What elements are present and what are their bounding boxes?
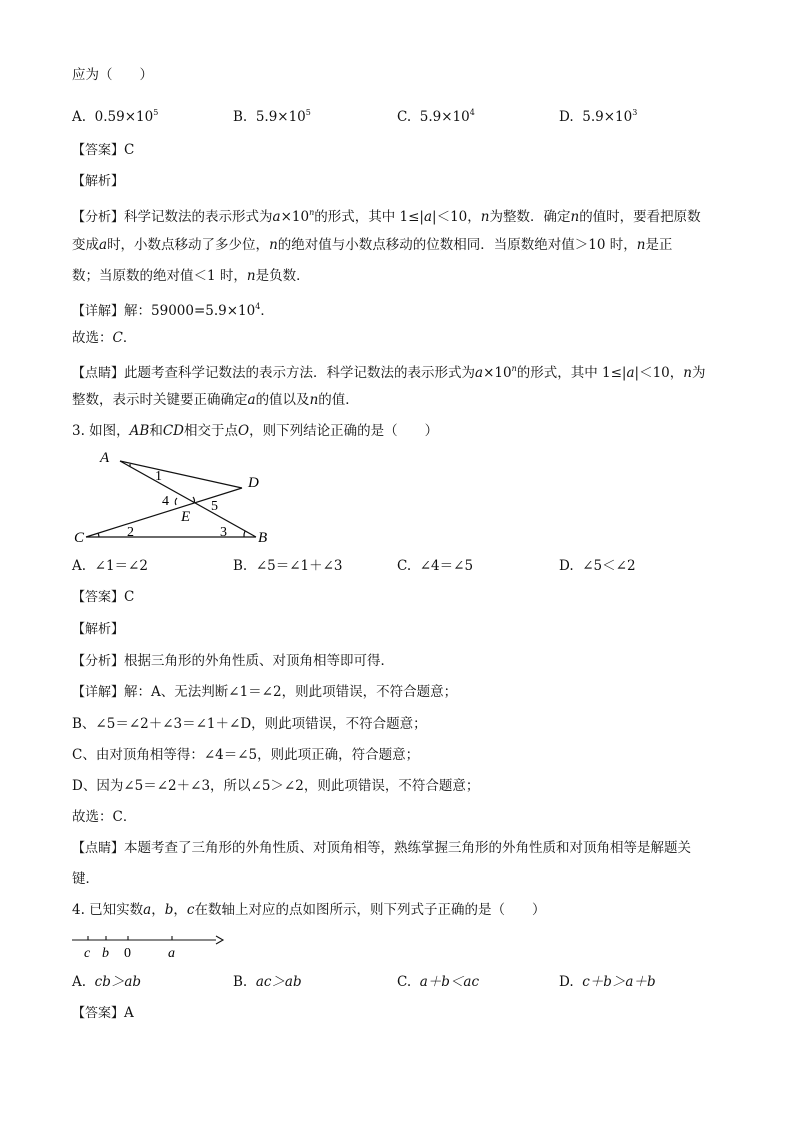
var: a <box>423 209 433 225</box>
var: b <box>164 902 174 918</box>
option-letter: C. <box>397 109 412 125</box>
detail-tag: 【详解】 <box>72 685 125 700</box>
q4-option-c <box>397 973 479 991</box>
text: |＜10， <box>634 365 684 381</box>
text: D、因为 <box>72 778 124 794</box>
point-label-d: D <box>248 475 259 491</box>
math: ∠5＞∠2 <box>250 778 304 794</box>
option-value: c＋b＞a＋b <box>582 974 656 990</box>
q3-detail-b <box>72 715 427 733</box>
text: ， <box>173 902 187 918</box>
option-letter: D. <box>559 558 574 574</box>
var: a <box>143 902 152 918</box>
point-label-c: C <box>74 530 85 546</box>
option-value: 5.9×10 <box>582 109 633 125</box>
text: 故选： <box>72 330 113 346</box>
q3-analysis-heading <box>72 620 124 639</box>
var: n <box>570 209 580 225</box>
text: 4. 已知实数 <box>72 902 144 918</box>
option-letter: D. <box>559 974 574 990</box>
fenxi-text: 根据三角形的外角性质、对顶角相等即可得． <box>124 653 395 669</box>
option-letter: B. <box>233 558 248 574</box>
answer-tag: 【答案】 <box>72 590 125 605</box>
answer-value: C <box>124 142 135 158</box>
q3-detail-a <box>72 683 457 702</box>
q3-figure <box>60 443 290 551</box>
text: 为 <box>691 365 706 381</box>
math: ∠1＝∠2 <box>228 684 282 700</box>
var: n <box>683 365 692 381</box>
option-value: cb＞ab <box>94 974 142 990</box>
math: ∠5＝∠2＋∠3＝∠1＋∠D <box>95 716 252 732</box>
option-value: 0.59×10 <box>94 109 154 125</box>
text: ，则此项错误，不符合题意； <box>303 778 480 794</box>
var: n <box>480 209 490 225</box>
option-value: ∠5＜∠2 <box>582 558 636 574</box>
q2-option-c <box>397 104 475 126</box>
point: O <box>238 423 250 439</box>
text: 此题考查科学记数法的表示方法．科学记数法的表示形式为 <box>124 365 476 381</box>
var-exponent: n <box>511 364 517 373</box>
q3-stem <box>72 422 438 440</box>
option-letter: C. <box>397 558 412 574</box>
angle-mark-3 <box>244 531 245 537</box>
angle-label-2: 2 <box>127 525 134 540</box>
fenxi-tag: 【分析】 <box>72 210 125 225</box>
detail-tag: 【详解】 <box>72 304 125 319</box>
var: a <box>272 209 281 225</box>
text: ，则此项正确，符合题意； <box>257 747 420 763</box>
q2-option-b <box>233 104 311 126</box>
option-letter: C. <box>397 974 412 990</box>
option-letter: B. <box>233 109 248 125</box>
math: ∠4＝∠5 <box>203 747 258 763</box>
q4-option-b <box>233 973 302 991</box>
q4-option-d <box>559 973 656 991</box>
q4-answer <box>72 1004 134 1023</box>
text: 是负数． <box>255 268 310 284</box>
answer-tag: 【答案】 <box>72 1006 125 1021</box>
var: a <box>99 237 108 253</box>
text: ． <box>260 303 274 319</box>
option-letter: A. <box>72 109 87 125</box>
comment-tag: 【点睛】 <box>72 841 125 856</box>
option-letter: A. <box>72 974 87 990</box>
text: ，则此项错误，不符合题意； <box>251 716 427 732</box>
text: 的绝对值与小数点移动的位数相同．当原数绝对值＞10 时， <box>277 237 637 253</box>
q2-detail <box>72 298 274 321</box>
option-exponent: 5 <box>153 108 159 117</box>
math: ∠5＝∠2＋∠3 <box>123 778 211 794</box>
angle-mark-4 <box>175 498 177 505</box>
answer-tag: 【答案】 <box>72 143 125 158</box>
option-value: ac＞ab <box>255 974 302 990</box>
text: 3. 如图， <box>72 423 130 439</box>
q3-comment-line-2: 键． <box>72 871 99 887</box>
segment-ab <box>120 461 256 537</box>
q3-comment-line-1 <box>72 839 691 858</box>
axis-label-zero: 0 <box>124 946 131 961</box>
segment: AB <box>129 423 150 439</box>
text: 整数，表示时关键要正确确定 <box>72 392 248 408</box>
option-value: 5.9×10 <box>419 109 470 125</box>
q2-analysis-heading <box>72 172 124 191</box>
var: n <box>246 268 256 284</box>
text: ×10 <box>483 365 512 381</box>
var: c <box>186 902 195 918</box>
option-exponent: 5 <box>305 108 311 117</box>
var: a <box>475 365 484 381</box>
segment: CD <box>162 423 184 439</box>
q4-number-line <box>66 928 236 964</box>
text: ， <box>151 902 165 918</box>
text: 时，小数点移动了多少位， <box>107 237 270 253</box>
q3-detail-d <box>72 777 479 795</box>
var: n <box>269 237 278 253</box>
q2-choose <box>72 329 136 347</box>
angle-label-5: 5 <box>211 499 218 514</box>
analysis-tag: 【解析】 <box>72 174 125 189</box>
text: 科学记数法的表示形式为 <box>124 209 273 225</box>
text: 数；当原数的绝对值＜1 时， <box>72 268 247 284</box>
comment-tag: 【点睛】 <box>72 366 125 381</box>
text: 的值以及 <box>255 392 310 408</box>
choice: C <box>112 330 123 346</box>
axis-label-a: a <box>168 946 175 961</box>
q2-comment-line-1 <box>72 360 705 383</box>
q2-option-a <box>72 104 158 126</box>
option-exponent: 4 <box>469 108 475 117</box>
text: 和 <box>149 423 163 439</box>
text: 的形式，其中 1≤| <box>516 365 627 381</box>
option-value: ∠5＝∠1＋∠3 <box>255 558 343 574</box>
var: a <box>626 365 635 381</box>
text: ． <box>122 330 137 346</box>
text: ，则此项错误，不符合题意； <box>281 684 458 700</box>
q2-stem-tail: 应为（ ） <box>72 67 153 83</box>
var-exponent: n <box>309 208 315 217</box>
q2-answer <box>72 141 134 160</box>
q3-choose: 故选：C． <box>72 809 137 825</box>
q4-option-a <box>72 973 141 991</box>
q2-fenxi-line-2 <box>72 236 672 254</box>
text: 在数轴上对应的点如图所示，则下列式子正确的是（ ） <box>194 902 546 918</box>
text: C、由对顶角相等得： <box>72 747 204 763</box>
option-letter: B. <box>233 974 248 990</box>
text: 本题考查了三角形的外角性质、对顶角相等，熟练掌握三角形的外角性质和对顶角相等是解题关 <box>124 840 692 856</box>
q2-fenxi-line-3 <box>72 267 310 285</box>
q3-option-b <box>233 557 343 575</box>
text: 变成 <box>72 237 99 253</box>
angle-label-4: 4 <box>162 494 169 509</box>
analysis-tag: 【解析】 <box>72 622 125 637</box>
var: a <box>247 392 256 408</box>
text: ，所以 <box>210 778 251 794</box>
point-label-a: A <box>100 450 110 466</box>
axis-arrow-icon <box>216 936 223 944</box>
option-value: 5.9×10 <box>255 109 306 125</box>
fenxi-tag: 【分析】 <box>72 654 125 669</box>
segment-ad <box>120 461 242 488</box>
axis-label-b: b <box>102 946 109 961</box>
q2-option-d <box>559 104 637 126</box>
point-label-b: B <box>258 530 268 546</box>
exponent: 4 <box>255 302 261 311</box>
text: 是正 <box>645 237 673 253</box>
text: 解：59000=5.9×10 <box>124 303 256 319</box>
point-label-e: E <box>181 509 191 525</box>
angle-label-1: 1 <box>155 469 162 484</box>
q3-option-c <box>397 557 473 575</box>
option-value: ∠4＝∠5 <box>419 558 474 574</box>
axis-label-c: c <box>84 946 91 961</box>
var: n <box>309 392 319 408</box>
text: 相交于点 <box>184 423 238 439</box>
text: 的值时，要看把原数 <box>579 209 701 225</box>
text: 的值． <box>318 392 359 408</box>
q3-detail-c <box>72 746 419 764</box>
option-value: a＋b＜ac <box>419 974 480 990</box>
answer-value: C <box>124 589 135 605</box>
q3-option-a <box>72 557 148 575</box>
q3-fenxi <box>72 652 394 671</box>
text: B、 <box>72 716 96 732</box>
text: |＜10， <box>432 209 481 225</box>
option-letter: A. <box>72 558 87 574</box>
answer-value: A <box>124 1005 134 1021</box>
option-value: ∠1＝∠2 <box>94 558 148 574</box>
q3-answer <box>72 588 134 607</box>
text: 为整数．确定 <box>489 209 571 225</box>
option-letter: D. <box>559 109 574 125</box>
q3-option-d <box>559 557 636 575</box>
text: 的形式，其中 1≤| <box>314 209 424 225</box>
angle-label-3: 3 <box>220 525 227 540</box>
q2-fenxi-line-1 <box>72 204 701 227</box>
q2-comment-line-2 <box>72 391 359 409</box>
text: ×10 <box>280 209 310 225</box>
var: n <box>636 237 646 253</box>
option-exponent: 3 <box>632 108 638 117</box>
text: 解：A、无法判断 <box>124 684 229 700</box>
q4-stem <box>72 901 545 919</box>
text: ，则下列结论正确的是（ ） <box>249 423 439 439</box>
